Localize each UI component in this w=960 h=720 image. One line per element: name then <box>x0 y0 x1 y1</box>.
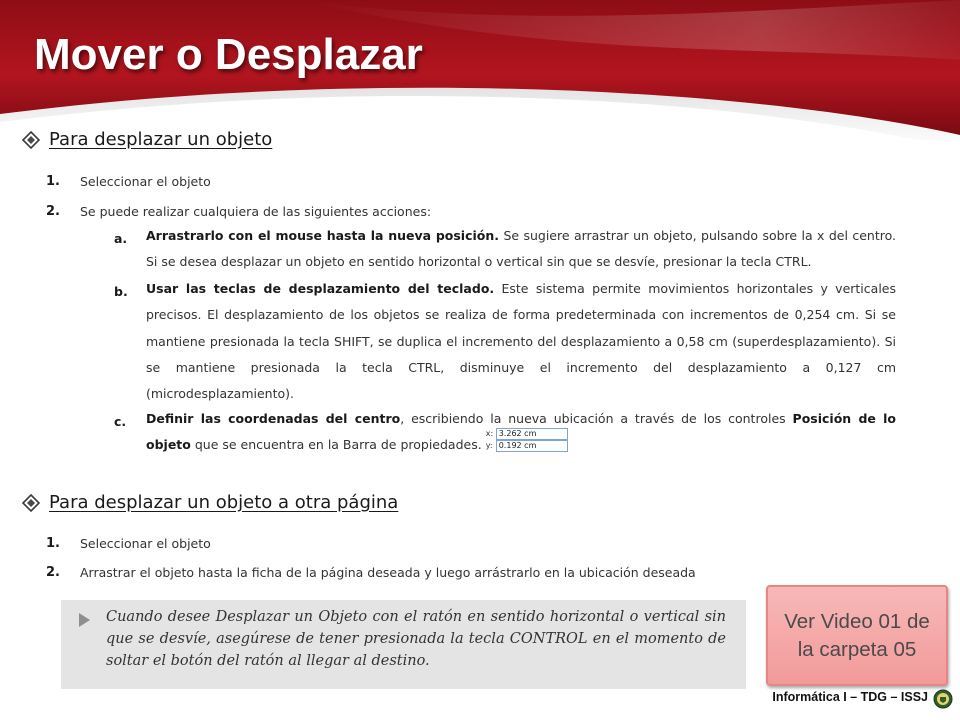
action-paragraph-a <box>146 223 896 276</box>
action-bold: Arrastrarlo con el mouse hasta la nueva posición. <box>146 228 500 243</box>
section-heading-text: Para desplazar un objeto a otra página <box>49 492 399 513</box>
action-text: que se encuentra en la Barra de propiedades. <box>190 437 482 453</box>
section-heading-2 <box>22 492 398 513</box>
y-position-input[interactable]: 0.192 cm <box>496 440 568 452</box>
action-bold: Definir las coordenadas del centro <box>146 411 401 426</box>
school-logo-icon <box>933 689 953 709</box>
x-position-input[interactable]: 3.262 cm <box>496 428 568 440</box>
section-heading-1 <box>22 129 272 150</box>
action-letter: b. <box>114 284 128 299</box>
action-paragraph-c <box>146 406 896 459</box>
action-bold: Usar las teclas de desplazamiento del teclado. <box>146 281 495 296</box>
footer-text: Informática I – TDG – ISSJ <box>772 690 928 704</box>
step-number: 1. <box>46 174 60 189</box>
step-text: Seleccionar el objeto <box>80 174 211 189</box>
video-button-label: Ver Video 01 de la carpeta 05 <box>784 609 930 661</box>
action-text: , escribiendo la nueva ubicación a través de los controles <box>400 411 793 426</box>
step-number: 2. <box>46 565 60 580</box>
step-text: Seleccionar el objeto <box>80 536 211 551</box>
step-number: 1. <box>46 536 60 551</box>
note-text: Cuando desee Desplazar un Objeto con el ratón en sentido horizontal o vertical sin que se desvíe, asegúrese de tener presionada la tecla CONTROL en el momento de soltar el botón del ratón al llegar al destino. <box>106 609 726 669</box>
action-text: Este sistema permite movimientos horizontales y verticales precisos. El desplazamiento de los objetos se realiza de forma predeterminada con incrementos de 0,254 cm. Si se mantiene presionada la tecla SHIFT, se duplica el incremento del desplazamiento a 0,58 cm (superdesplazamiento). Si se mantiene presionada la tecla CTRL, disminuye el incremento del desplazamiento a 0,127 cm (microdesplazamiento). <box>146 281 896 402</box>
slide-title: Mover o Desplazar <box>34 30 423 79</box>
note-box <box>61 600 746 689</box>
action-letter: a. <box>114 231 128 246</box>
x-label: x: <box>485 428 494 438</box>
step-number: 2. <box>46 204 60 219</box>
step-text: Se puede realizar cualquiera de las siguientes acciones: <box>80 204 432 219</box>
section-heading-text: Para desplazar un objeto <box>49 129 273 150</box>
arrow-bullet-icon <box>79 613 90 627</box>
y-label: y: <box>485 440 493 450</box>
step-text: Arrastrar el objeto hasta la ficha de la página deseada y luego arrástrarlo en la ubicación deseada <box>80 565 696 580</box>
action-letter: c. <box>114 414 127 429</box>
position-x-row <box>486 428 568 440</box>
position-y-row <box>486 440 568 452</box>
action-paragraph-b <box>146 276 896 407</box>
watch-video-button[interactable] <box>766 585 948 686</box>
diamond-bullet-icon <box>22 131 40 149</box>
position-controls <box>486 428 568 452</box>
action-text: Se sugiere arrastrar un objeto, pulsando sobre la x del centro. Si se desea desplazar un objeto en sentido horizontal o vertical sin que se desvíe, presionar la tecla CTRL. <box>146 228 896 270</box>
diamond-bullet-icon <box>22 494 40 512</box>
action-bold: Posición de lo objeto <box>146 411 896 453</box>
